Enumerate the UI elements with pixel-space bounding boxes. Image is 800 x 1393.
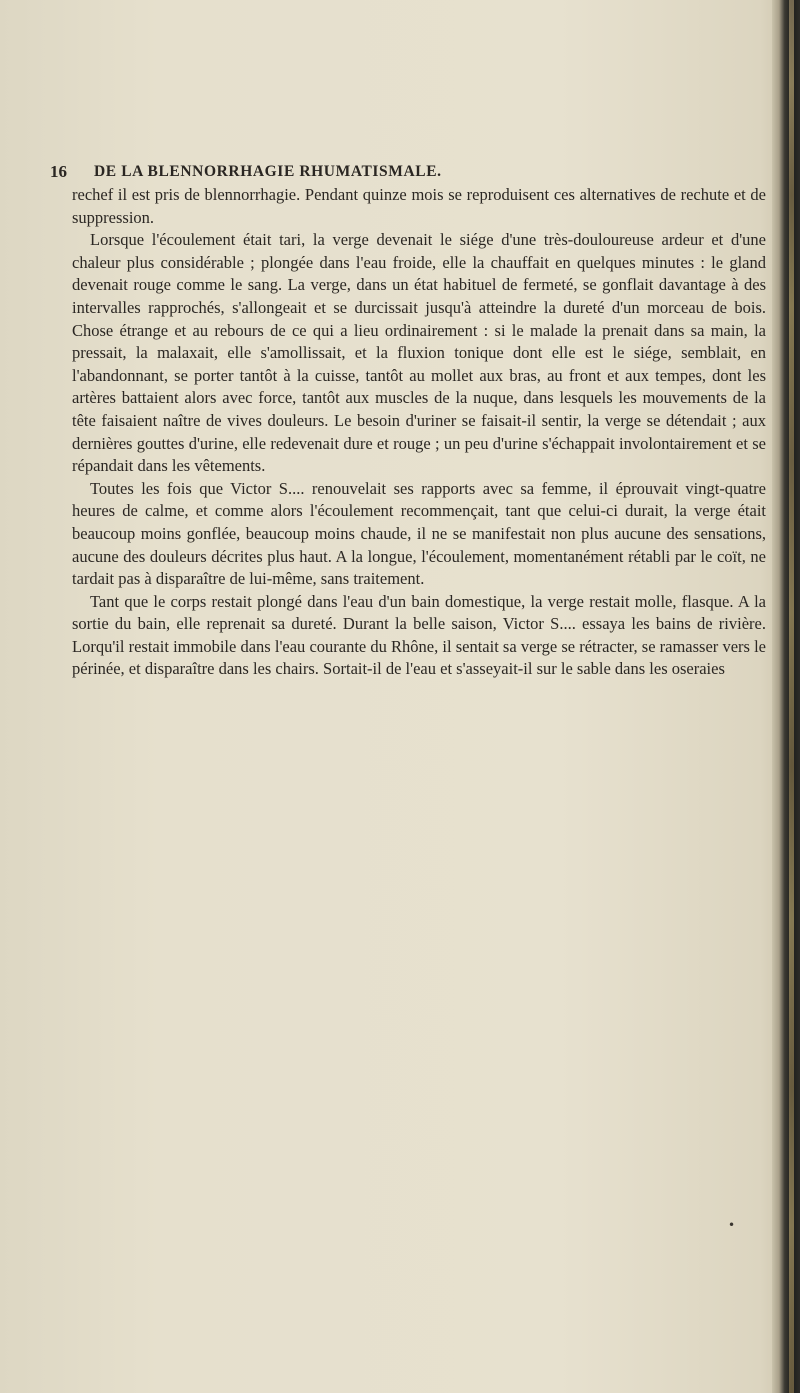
running-head: DE LA BLENNORRHAGIE RHUMATISMALE. (94, 163, 442, 180)
paragraph-4: Tant que le corps restait plongé dans l'eau d'un bain domestique, la verge restait molle, flasque. A la sortie du bain, elle reprenait sa dureté. Durant la belle saison, Victor S.... essaya les bains de rivière. Lorqu'il restait immobile dans l'eau courante du Rhône, il sentait sa verge se rétracter, se ramasser vers le périnée, et disparaître dans les chairs. Sortait-il de l'eau et s'asseyait-il sur le sable dans les oseraies (72, 591, 766, 679)
binding-edge (772, 0, 800, 1393)
paragraph-2: Lorsque l'écoulement était tari, la verge devenait le siége d'une très-douloureuse ardeur et d'une chaleur plus considérable ; plongée dans l'eau froide, elle la chauffait en quelques minutes : le gland devenait rouge comme le sang. La verge, dans un état habituel de fermeté, se gonflait davantage à des intervalles rapprochés, s'allongeait et se durcissait jusqu'à atteindre la dureté d'un morceau de bois. Chose étrange et au rebours de ce qui a lieu ordinairement : si le malade la prenait dans sa main, la pressait, la malaxait, elle s'amollissait, et la fluxion tonique dont elle est le siége, semblait, en l'abandonnant, se porter tantôt à la cuisse, tantôt au mollet aux bras, au front et aux tempes, dont les artères battaient alors avec force, tantôt aux muscles de la nuque, dans lesquels les mouvements de la tête faisaient naître de vives douleurs. Le besoin d'uriner se faisait-il sentir, la verge se détendait ; aux dernières gouttes d'urine, elle redevenait dure et rouge ; un peu d'urine s'échappait involontairement et se répandait dans les vêtements. (72, 230, 766, 476)
printer-mark: • (728, 1218, 736, 1232)
body-text (72, 184, 766, 681)
paragraph-1: rechef il est pris de blennorrhagie. Pendant quinze mois se reproduisent ces alternatives de rechute et de suppression. (72, 185, 766, 227)
paragraph-3: Toutes les fois que Victor S.... renouvelait ses rapports avec sa femme, il éprouvait vingt-quatre heures de calme, et comme alors l'écoulement recommençait, tant que celui-ci durait, la verge était beaucoup moins gonflée, beaucoup moins chaude, il ne se manifestait non plus aucune des sensations, aucune des douleurs décrites plus haut. A la longue, l'écoulement, momentanément rétabli par le coït, ne tardait pas à disparaître de lui-même, sans traitement. (72, 478, 766, 589)
page-number: 16 (50, 162, 67, 181)
binding-stripe (789, 0, 794, 1393)
